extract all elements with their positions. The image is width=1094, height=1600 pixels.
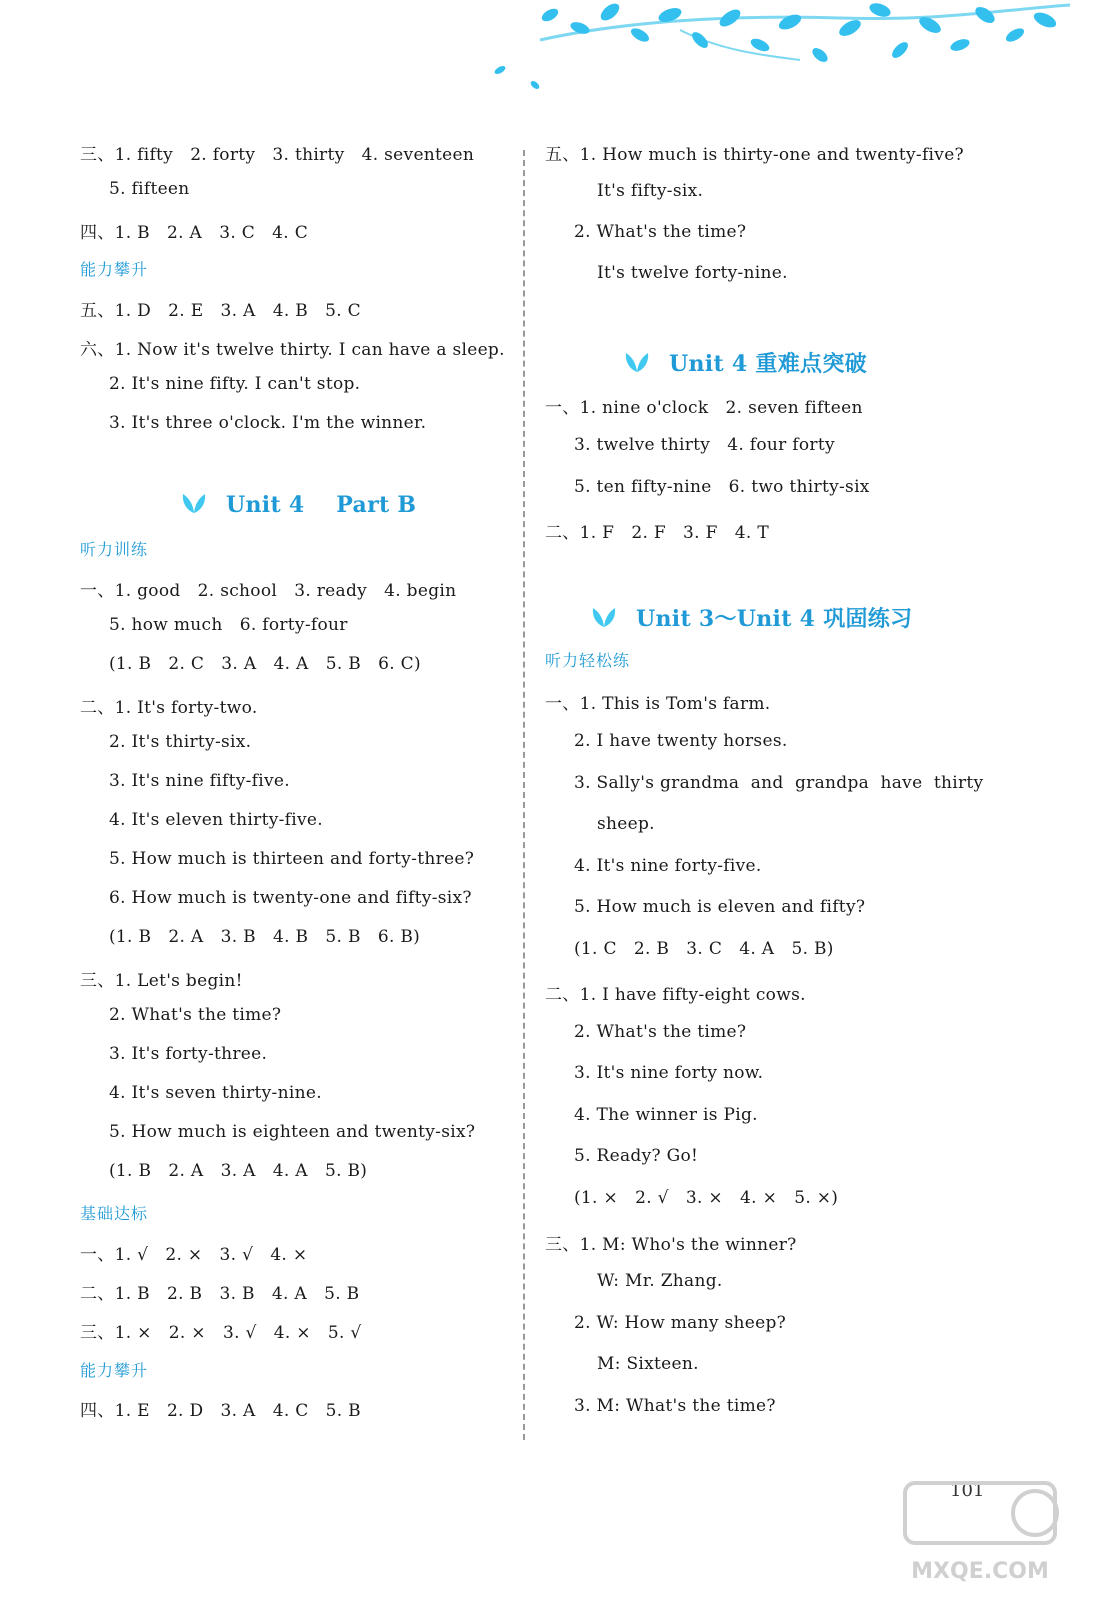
answer-line: M: Sixteen. (597, 1354, 699, 1374)
subsection-label: 基础达标 (80, 1204, 149, 1223)
answer-line: 3. twelve thirty 4. four forty (574, 435, 835, 455)
answer-line: 2. What's the time? (574, 1022, 747, 1042)
answer-line: 6. How much is twenty-one and fifty-six? (109, 888, 472, 908)
subsection-label: 听力训练 (80, 540, 149, 559)
answer-line: 5. How much is eleven and fifty? (574, 897, 866, 917)
leaf-icon (623, 351, 651, 379)
svg-text:MXQE.COM: MXQE.COM (911, 1559, 1049, 1584)
column-divider (523, 150, 525, 1440)
answer-line: 2. It's nine fifty. I can't stop. (109, 374, 361, 394)
section-heading (180, 492, 416, 520)
watermark-logo (900, 1478, 1060, 1588)
answer-line: 3. Sally's grandma and grandpa have thirty (574, 773, 984, 793)
answer-line: 3. It's three o'clock. I'm the winner. (109, 413, 427, 433)
page-number: 101 (950, 1480, 985, 1501)
answer-line: 5. Ready? Go! (574, 1146, 699, 1166)
answer-line: 5. How much is thirteen and forty-three? (109, 849, 475, 869)
answer-line: sheep. (597, 814, 655, 834)
answer-line: 3. M: What's the time? (574, 1396, 776, 1416)
answer-line: 3. It's nine forty now. (574, 1063, 764, 1083)
leaf-icon (590, 606, 618, 634)
answer-line: 2. What's the time? (574, 222, 747, 242)
section-heading-text: Unit 3～Unit 4 巩固练习 (636, 606, 913, 632)
section-heading-text: Unit 4 重难点突破 (669, 351, 867, 377)
answer-line: 一、1. This is Tom's farm. (545, 694, 771, 714)
answer-line: 3. It's forty-three. (109, 1044, 268, 1064)
answer-line: 2. What's the time? (109, 1005, 282, 1025)
answer-line: 2. W: How many sheep? (574, 1313, 787, 1333)
answer-line: W: Mr. Zhang. (597, 1271, 723, 1291)
answer-line: It's fifty-six. (597, 181, 704, 201)
answer-line: 2. I have twenty horses. (574, 731, 788, 751)
answer-line: 4. It's eleven thirty-five. (109, 810, 323, 830)
answer-line: 三、1. × 2. × 3. √ 4. × 5. √ (80, 1323, 362, 1343)
section-heading-text: Unit 4 Part B (226, 492, 417, 518)
answer-line: 一、1. √ 2. × 3. √ 4. × (80, 1245, 308, 1265)
answer-line: (1. B 2. A 3. A 4. A 5. B) (109, 1161, 368, 1181)
answer-line: It's twelve forty-nine. (597, 263, 788, 283)
answer-line: 三、1. fifty 2. forty 3. thirty 4. seventeen (80, 145, 475, 165)
subsection-label: 能力攀升 (80, 1361, 149, 1380)
answer-line: 二、1. It's forty-two. (80, 698, 258, 718)
answer-line: 二、1. B 2. B 3. B 4. A 5. B (80, 1284, 360, 1304)
answer-line: 五、1. How much is thirty-one and twenty-five? (545, 145, 964, 165)
answer-line: 5. ten fifty-nine 6. two thirty-six (574, 477, 870, 497)
branch-leaves-decoration (480, 0, 1070, 100)
answer-line: 4. The winner is Pig. (574, 1105, 758, 1125)
answer-line: 一、1. nine o'clock 2. seven fifteen (545, 398, 863, 418)
answer-line: 5. fifteen (109, 179, 190, 199)
answer-line: 四、1. E 2. D 3. A 4. C 5. B (80, 1401, 361, 1421)
answer-line: 三、1. M: Who's the winner? (545, 1235, 797, 1255)
section-heading (590, 602, 912, 634)
answer-line: 4. It's nine forty-five. (574, 856, 762, 876)
subsection-label: 能力攀升 (80, 260, 149, 279)
answer-line: 六、1. Now it's twelve thirty. I can have a sleep. (80, 340, 505, 360)
answer-line: 3. It's nine fifty-five. (109, 771, 290, 791)
answer-line: 四、1. B 2. A 3. C 4. C (80, 223, 309, 243)
section-heading (623, 347, 867, 379)
answer-line: 5. How much is eighteen and twenty-six? (109, 1122, 476, 1142)
answer-line: 2. It's thirty-six. (109, 732, 252, 752)
answer-line: 一、1. good 2. school 3. ready 4. begin (80, 581, 457, 601)
answer-line: (1. C 2. B 3. C 4. A 5. B) (574, 939, 834, 959)
answer-line: 五、1. D 2. E 3. A 4. B 5. C (80, 301, 361, 321)
leaf-icon (180, 492, 208, 520)
subsection-label: 听力轻松练 (545, 651, 631, 670)
answer-line: 三、1. Let's begin! (80, 971, 243, 991)
answer-line: 二、1. I have fifty-eight cows. (545, 985, 806, 1005)
answer-line: (1. B 2. A 3. B 4. B 5. B 6. B) (109, 927, 421, 947)
answer-line: (1. × 2. √ 3. × 4. × 5. ×) (574, 1188, 839, 1208)
answer-line: (1. B 2. C 3. A 4. A 5. B 6. C) (109, 654, 421, 674)
answer-line: 5. how much 6. forty-four (109, 615, 348, 635)
answer-line: 4. It's seven thirty-nine. (109, 1083, 322, 1103)
answer-line: 二、1. F 2. F 3. F 4. T (545, 523, 769, 543)
